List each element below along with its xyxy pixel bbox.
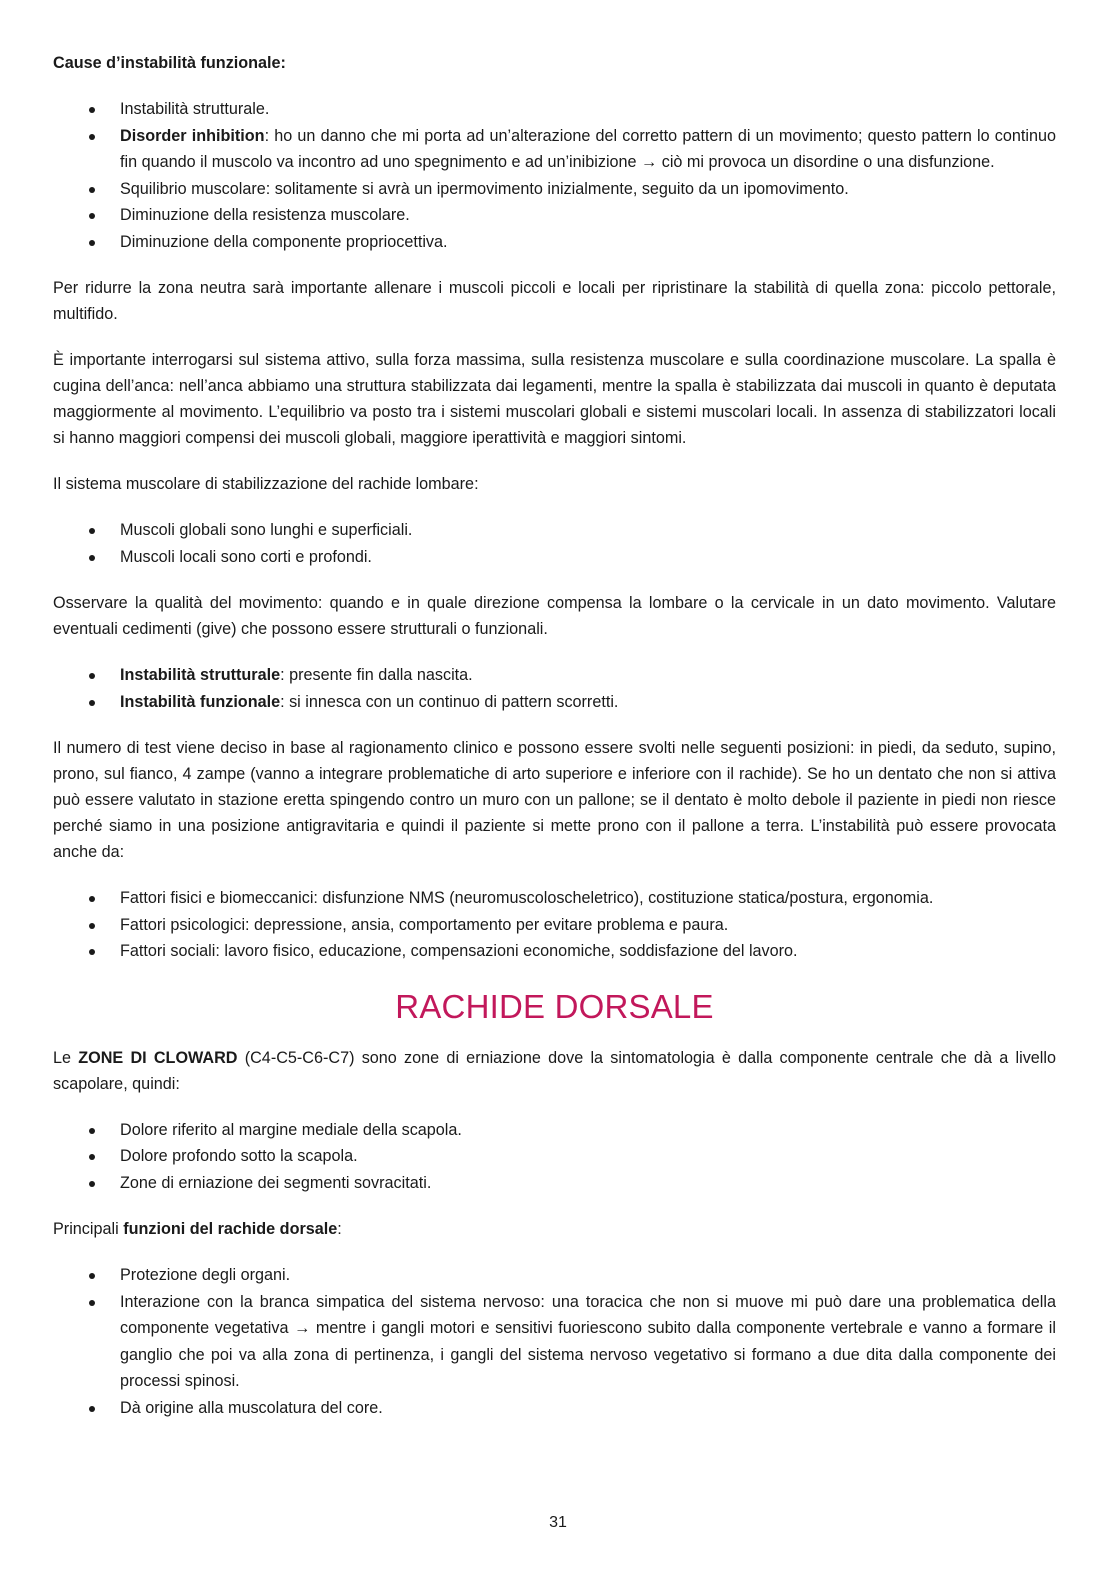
list-item: Interazione con la branca simpatica del sistema nervoso: una toracica che non si muove mi può dare una problematica della componente vegetativa → mentre i gangli motori e sensitivi fuoriescono subito dalla componente vertebrale e vanno a formare il ganglio che poi va alla zona di pertinenza, i gangli del sistema nervoso vegetativo si formano a due dita dalla componente dei processi spinosi. xyxy=(53,1289,1056,1395)
paragraph: Il sistema muscolare di stabilizzazione del rachide lombare: xyxy=(53,475,479,493)
list-item: Squilibrio muscolare: solitamente si avrà un ipermovimento inizialmente, seguito da un ipomovimento. xyxy=(53,176,1056,203)
list-item: Fattori fisici e biomeccanici: disfunzione NMS (neuromuscoloscheletrico), costituzione statica/postura, ergonomia. xyxy=(53,885,1056,912)
page-number: 31 xyxy=(549,1514,567,1531)
list-item: Dà origine alla muscolatura del core. xyxy=(53,1395,1056,1422)
page-content xyxy=(53,50,1056,1421)
list-item: Dolore riferito al margine mediale della scapola. xyxy=(53,1117,1056,1144)
paragraph: Osservare la qualità del movimento: quando e in quale direzione compensa la lombare o la cervicale in un dato movimento. Valutare eventuali cedimenti (give) che possono essere strutturali o funzionali. xyxy=(53,594,1056,638)
paragraph: Le ZONE DI CLOWARD (C4-C5-C6-C7) sono zone di erniazione dove la sintomatologia è dalla componente centrale che dà a livello scapolare, quindi: xyxy=(53,1048,1056,1093)
paragraph: Per ridurre la zona neutra sarà importante allenare i muscoli piccoli e locali per ripristinare la stabilità di quella zona: piccolo pettorale, multifido. xyxy=(53,279,1056,323)
list-item: Dolore profondo sotto la scapola. xyxy=(53,1143,1056,1170)
instability-list xyxy=(53,662,1056,715)
list-item: Instabilità strutturale: presente fin dalla nascita. xyxy=(53,662,1056,689)
list-item: Disorder inhibition: ho un danno che mi porta ad un’alterazione del corretto pattern di un movimento; questo pattern lo continuo fin quando il muscolo va incontro ad uno spegnimento e ad un’inibizione → ciò mi provoca un disordine o una disfunzione. xyxy=(53,123,1056,176)
list-item: Diminuzione della componente propriocettiva. xyxy=(53,229,1056,256)
list-item: Instabilità funzionale: si innesca con un continuo di pattern scorretti. xyxy=(53,689,1056,716)
section-title: RACHIDE DORSALE xyxy=(395,987,714,1025)
paragraph: Il numero di test viene deciso in base al ragionamento clinico e possono essere svolti nelle seguenti posizioni: in piedi, da seduto, supino, prono, sul fianco, 4 zampe (vanno a integrare problematiche di arto superiore e inferiore con il rachide). Se ho un dentato che non si attiva può essere valutato in stazione eretta spingendo contro un muro con un pallone; se il dentato è molto debole il paziente in piedi non riesce perché siamo in una posizione antigravitaria e quindi il paziente si mette prono con il pallone a terra. L’instabilità può essere provocata anche da: xyxy=(53,739,1056,861)
list-item: Muscoli locali sono corti e profondi. xyxy=(53,544,1056,571)
list-item: Fattori psicologici: depressione, ansia, comportamento per evitare problema e paura. xyxy=(53,912,1056,939)
list-item: Diminuzione della resistenza muscolare. xyxy=(53,202,1056,229)
cloward-list xyxy=(53,1117,1056,1197)
functions-list xyxy=(53,1262,1056,1421)
list-item: Zone di erniazione dei segmenti sovracitati. xyxy=(53,1170,1056,1197)
list-item: Muscoli globali sono lunghi e superficiali. xyxy=(53,517,1056,544)
section-heading: Cause d’instabilità funzionale: xyxy=(53,54,286,72)
list-item: Fattori sociali: lavoro fisico, educazione, compensazioni economiche, soddisfazione del lavoro. xyxy=(53,938,1056,965)
causes-list xyxy=(53,96,1056,255)
factors-list xyxy=(53,885,1056,965)
paragraph: Principali funzioni del rachide dorsale: xyxy=(53,1220,342,1238)
list-item: Protezione degli organi. xyxy=(53,1262,1056,1289)
paragraph: È importante interrogarsi sul sistema attivo, sulla forza massima, sulla resistenza muscolare e sulla coordinazione muscolare. La spalla è cugina dell’anca: nell’anca abbiamo una struttura stabilizzata dai legamenti, mentre la spalla è stabilizzata dai muscoli in quanto è deputata maggiormente al movimento. L’equilibrio va posto tra i sistemi muscolari globali e sistemi muscolari locali. In assenza di stabilizzatori locali si hanno maggiori compensi dei muscoli globali, maggiore iperattività e maggiori sintomi. xyxy=(53,351,1056,447)
list-item: Instabilità strutturale. xyxy=(53,96,1056,123)
muscle-system-list xyxy=(53,517,1056,570)
